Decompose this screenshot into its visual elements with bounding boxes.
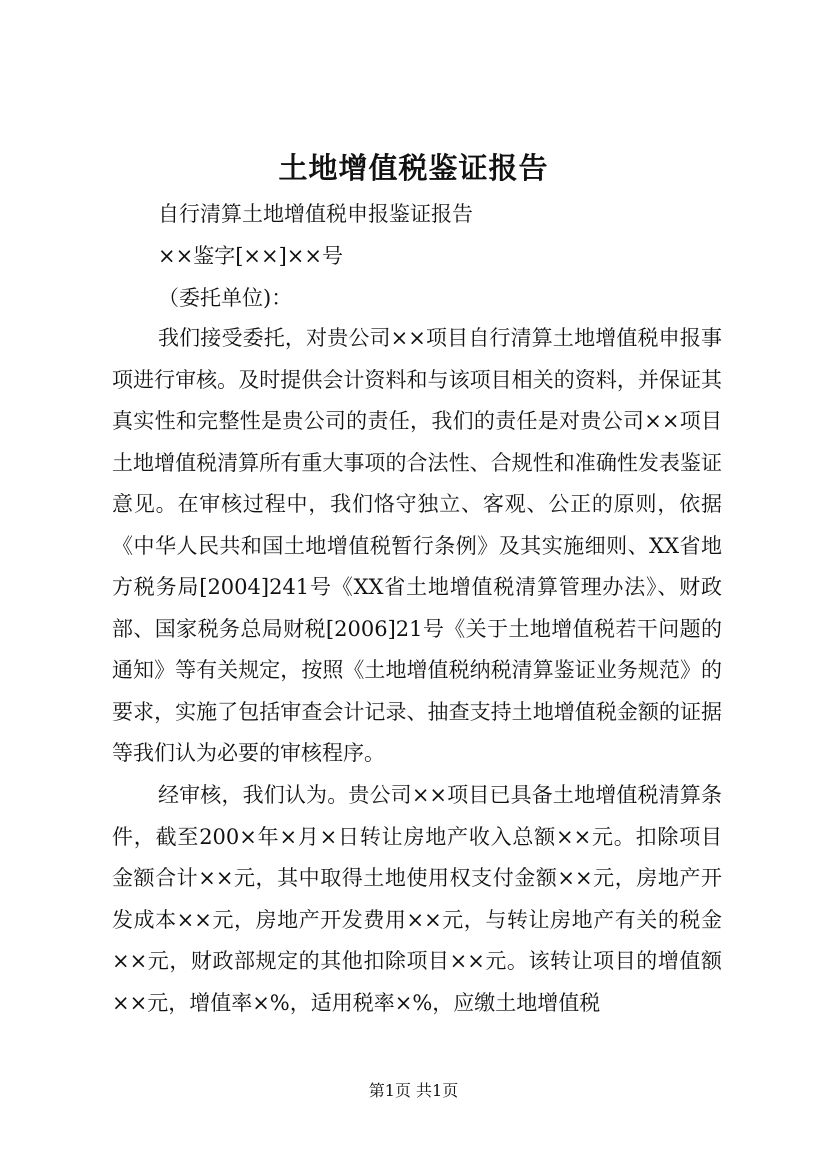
document-subtitle: 自行清算土地增值税申报鉴证报告	[158, 202, 473, 226]
document-title: 土地增值税鉴证报告	[278, 151, 549, 185]
client-line: （委托单位)：	[158, 286, 293, 310]
body-paragraph-1: 我们接受委托，对贵公司××项目自行清算土地增值税申报事项进行审核。及时提供会计资料和与该项目相关的资料，并保证其真实性和完整性是贵公司的责任，我们的责任是对贵公司××项目土地增值税清算所有重大事项的合法性、合规性和准确性发表鉴证意见。在审核过程中，我们恪守独立、客观、公正的原则，依据《中华人民共和国土地增值税暂行条例》及其实施细则、XX省地方税务局[2004]241号《XX省土地增值税清算管理办法》、财政部、国家税务总局财税[2006]21号《关于土地增值税若干问题的通知》等有关规定，按照《土地增值税纳税清算鉴证业务规范》的要求，实施了包括审查会计记录、抽查支持土地增值税金额的证据等我们认为必要的审核程序。	[112, 326, 722, 765]
reference-number: ××鉴字[××]××号	[158, 244, 343, 268]
page-number-footer: 第1页 共1页	[368, 1081, 459, 1100]
body-paragraph-2: 经审核，我们认为。贵公司××项目已具备土地增值税清算条件，截至200×年×月×日转让房地产收入总额××元。扣除项目金额合计××元，其中取得土地使用权支付金额××元，房地产开发成本××元，房地产开发费用××元，与转让房地产有关的税金××元，财政部规定的其他扣除项目××元。该转让项目的增值额××元，增值率×%，适用税率×%，应缴土地增值税	[112, 783, 722, 1015]
